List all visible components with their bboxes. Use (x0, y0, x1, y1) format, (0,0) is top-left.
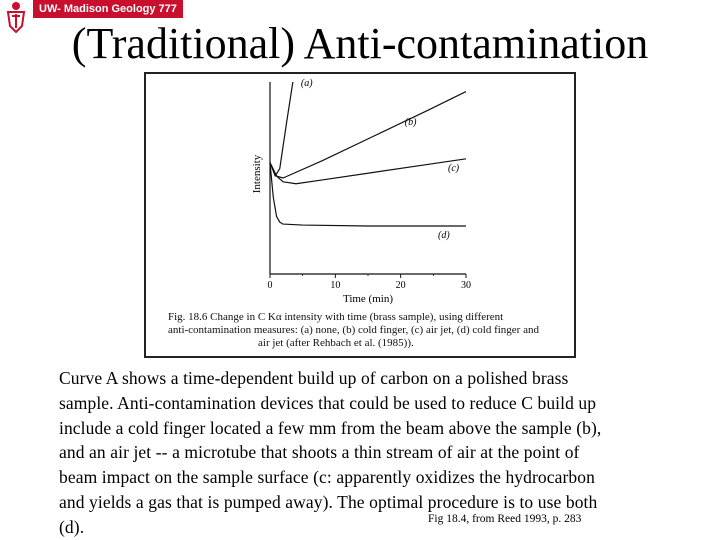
x-axis-label: Time (min) (342, 293, 394, 305)
intensity-chart (146, 74, 574, 356)
body-paragraph: Curve A shows a time-dependent build up of carbon on a polished brass sample. Anti-contamination devices that could be used to reduce C build up include a cold finger located a few mm from the beam above the sample (b), and an air jet -- a microtube that shoots a thin stream of air at the point of beam impact on the sample surface (c: apparently oxidizes the hydrocarbon and yields a gas that is pumped away). The optimal procedure is to use both (d). (59, 368, 602, 537)
figure-panel (144, 72, 576, 358)
series-label: (b) (404, 116, 417, 128)
y-axis-label: Intensity (251, 154, 263, 194)
course-badge: UW- Madison Geology 777 (33, 0, 183, 18)
series-line-4 (270, 163, 466, 226)
figure-caption-line-1: Fig. 18.6 Change in C Kα intensity with time (brass sample), using different (168, 311, 504, 323)
x-tick-label: 10 (330, 280, 341, 291)
figure-caption-line-3: air jet (after Rehbach et al. (1985)). (258, 337, 414, 349)
x-tick-label: 0 (267, 280, 273, 291)
series-label: (d) (438, 230, 450, 241)
slide-title: (Traditional) Anti-contamination (71, 19, 649, 68)
x-tick-label: 30 (461, 280, 471, 291)
series-label: (c) (448, 162, 460, 174)
series-label: (a) (300, 78, 313, 89)
figure-citation: Fig 18.4, from Reed 1993, p. 283 (428, 513, 582, 525)
series-line-2 (270, 92, 466, 178)
series-line-1 (270, 82, 293, 176)
figure-caption-line-2: anti-contamination measures: (a) none, (b) cold finger, (c) air jet, (d) cold finger and (168, 324, 539, 336)
x-tick-label: 20 (395, 280, 406, 291)
